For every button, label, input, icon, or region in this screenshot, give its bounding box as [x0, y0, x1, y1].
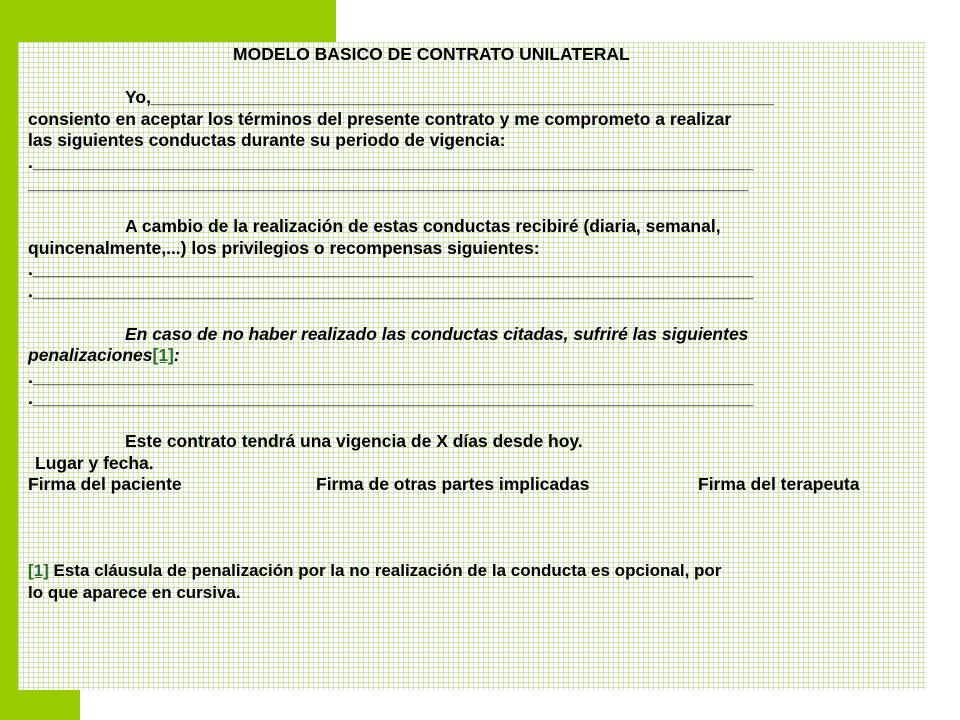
document-title: MODELO BASICO DE CONTRATO UNILATERAL	[233, 44, 630, 64]
signature-others: Firma de otras partes implicadas	[316, 474, 590, 494]
footnote-line-2: lo que aparece en cursiva.	[28, 582, 241, 602]
footnote-ref-link[interactable]: [1]	[152, 345, 174, 365]
validity-line: Este contrato tendrá una vigencia de X días desde hoy.	[125, 431, 583, 451]
penalty-colon: :	[173, 345, 180, 365]
consent-text-line-2: las siguientes conductas durante su periodo de vigencia:	[28, 130, 506, 150]
footnote-line-1	[28, 560, 918, 582]
conduct-blank-1: .__________________________________________________________________________	[28, 151, 754, 172]
penalty-blank-1: .__________________________________________________________________________	[28, 366, 754, 387]
signature-therapist: Firma del terapeuta	[698, 474, 860, 494]
signature-patient: Firma del paciente	[28, 474, 182, 494]
reward-blank-1: .__________________________________________________________________________	[28, 259, 754, 279]
conduct-blank-2: __________________________________________________________________________	[28, 173, 749, 193]
place-date-line: Lugar y fecha.	[35, 452, 154, 473]
name-line: Yo,________________________________________________________________	[125, 87, 774, 107]
penalty-text-line-2	[28, 345, 918, 367]
green-accent-top	[0, 0, 336, 42]
reward-text-line-2: quincenalmente,...) los privilegios o recompensas siguientes:	[28, 237, 540, 258]
green-accent-left	[0, 0, 18, 720]
reward-text-line: A cambio de la realización de estas conductas recibiré (diaria, semanal,	[125, 216, 721, 236]
signature-row	[28, 474, 918, 496]
consent-text-line: consiento en aceptar los términos del presente contrato y me comprometo a realizar	[28, 108, 732, 129]
penalty-word: penalizaciones	[28, 345, 153, 365]
reward-blank-2: .__________________________________________________________________________	[28, 280, 754, 301]
penalty-blank-2: .__________________________________________________________________________	[28, 388, 754, 408]
contract-document	[28, 44, 918, 603]
green-accent-bottom	[0, 690, 80, 720]
footnote-link[interactable]: [1]	[28, 561, 49, 580]
footnote-text: Esta cláusula de penalización por la no realización de la conducta es opcional, por	[48, 561, 722, 580]
penalty-text-line: En caso de no haber realizado las conductas citadas, sufriré las siguientes	[125, 323, 749, 344]
